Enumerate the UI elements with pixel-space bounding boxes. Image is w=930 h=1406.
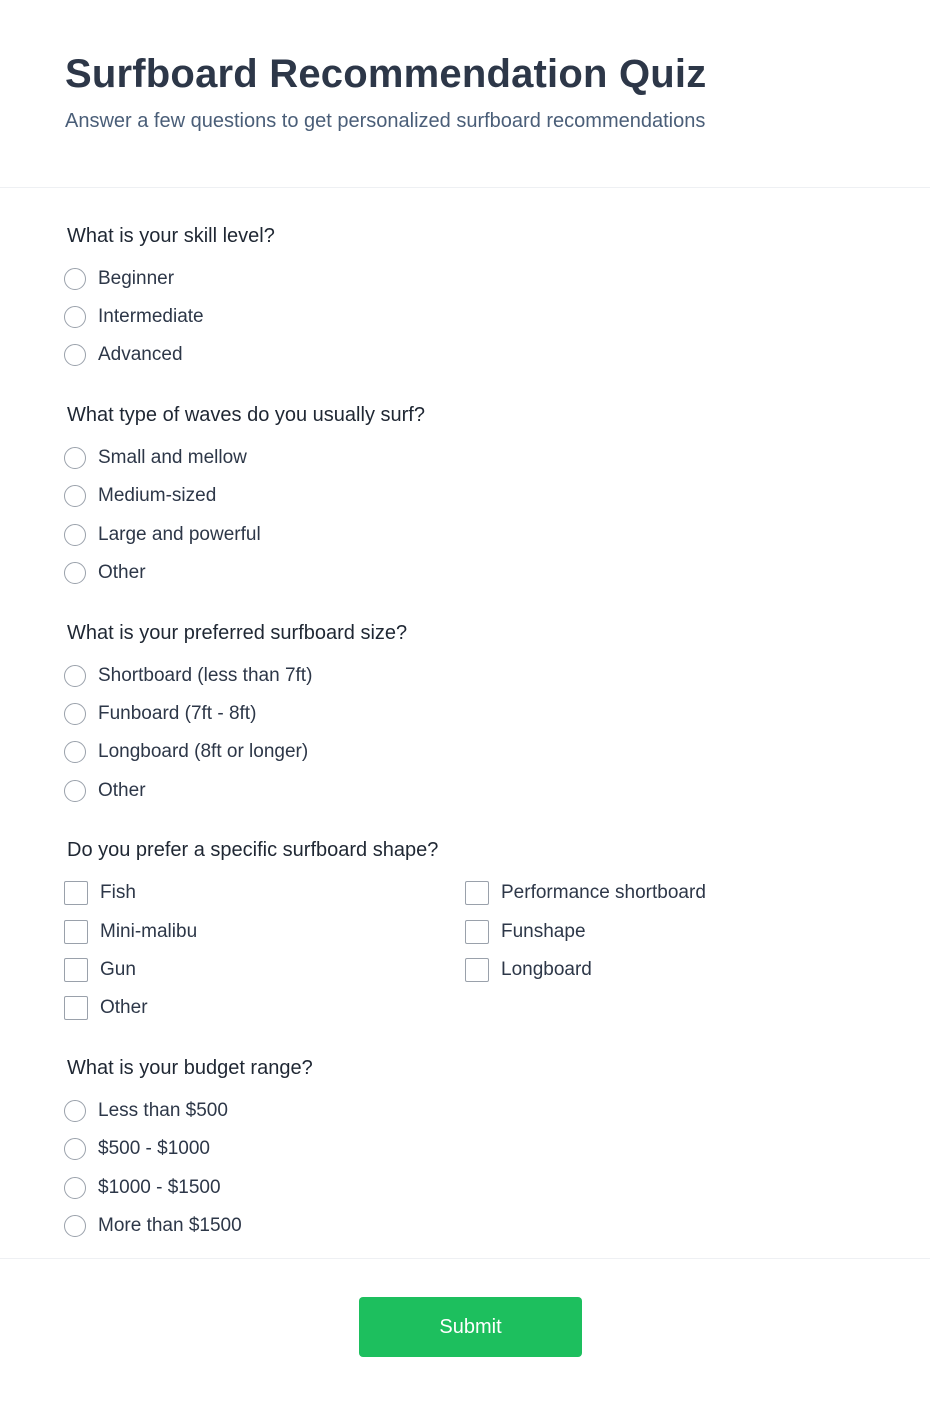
option-label: $500 - $1000 bbox=[98, 1138, 210, 1159]
option-shape-fish[interactable] bbox=[64, 880, 136, 906]
option-label: Beginner bbox=[98, 268, 175, 289]
checkbox[interactable] bbox=[64, 958, 88, 982]
radio-button[interactable] bbox=[64, 1100, 86, 1122]
option-label: Intermediate bbox=[98, 306, 204, 327]
radio-button[interactable] bbox=[64, 562, 86, 584]
option-label: Gun bbox=[100, 959, 136, 980]
quiz-header bbox=[0, 0, 930, 188]
option-shape-mini-malibu[interactable] bbox=[64, 919, 197, 945]
radio-button[interactable] bbox=[64, 524, 86, 546]
checkbox[interactable] bbox=[465, 958, 489, 982]
option-waves-small[interactable] bbox=[64, 445, 247, 471]
option-skill-intermediate[interactable] bbox=[64, 304, 204, 330]
option-size-longboard[interactable] bbox=[64, 739, 308, 765]
option-shape-funshape[interactable] bbox=[465, 919, 586, 945]
option-label: Shortboard (less than 7ft) bbox=[98, 665, 313, 686]
checkbox[interactable] bbox=[64, 881, 88, 905]
option-label: Medium-sized bbox=[98, 485, 217, 506]
option-size-funboard[interactable] bbox=[64, 701, 256, 727]
option-budget-500-1000[interactable] bbox=[64, 1136, 210, 1162]
radio-button[interactable] bbox=[64, 1215, 86, 1237]
page-subtitle: Answer a few questions to get personalized surfboard recommendations bbox=[65, 110, 706, 132]
option-label: Other bbox=[100, 997, 148, 1018]
option-budget-1000-1500[interactable] bbox=[64, 1175, 221, 1201]
radio-button[interactable] bbox=[64, 741, 86, 763]
option-waves-large[interactable] bbox=[64, 522, 261, 548]
option-waves-other[interactable] bbox=[64, 560, 146, 586]
checkbox[interactable] bbox=[64, 996, 88, 1020]
question-board-size: What is your preferred surfboard size? bbox=[67, 622, 408, 644]
question-wave-type: What type of waves do you usually surf? bbox=[67, 404, 425, 426]
option-label: Advanced bbox=[98, 344, 183, 365]
option-shape-other[interactable] bbox=[64, 995, 148, 1021]
option-label: Fish bbox=[100, 882, 136, 903]
radio-button[interactable] bbox=[64, 344, 86, 366]
radio-button[interactable] bbox=[64, 1138, 86, 1160]
radio-button[interactable] bbox=[64, 447, 86, 469]
submit-button[interactable]: Submit bbox=[359, 1297, 582, 1357]
option-label: Longboard bbox=[501, 959, 592, 980]
option-label: Longboard (8ft or longer) bbox=[98, 741, 309, 762]
radio-button[interactable] bbox=[64, 1177, 86, 1199]
option-skill-beginner[interactable] bbox=[64, 266, 174, 292]
checkbox[interactable] bbox=[64, 920, 88, 944]
option-label: Other bbox=[98, 562, 146, 583]
radio-button[interactable] bbox=[64, 780, 86, 802]
option-size-other[interactable] bbox=[64, 778, 146, 804]
option-skill-advanced[interactable] bbox=[64, 342, 183, 368]
option-budget-over-1500[interactable] bbox=[64, 1213, 242, 1239]
question-skill-level: What is your skill level? bbox=[67, 225, 275, 247]
option-shape-gun[interactable] bbox=[64, 957, 136, 983]
radio-button[interactable] bbox=[64, 306, 86, 328]
checkbox[interactable] bbox=[465, 881, 489, 905]
checkbox[interactable] bbox=[465, 920, 489, 944]
option-label: Performance shortboard bbox=[501, 882, 706, 903]
radio-button[interactable] bbox=[64, 703, 86, 725]
option-label: Large and powerful bbox=[98, 524, 261, 545]
option-size-shortboard[interactable] bbox=[64, 663, 312, 689]
radio-button[interactable] bbox=[64, 665, 86, 687]
radio-button[interactable] bbox=[64, 485, 86, 507]
option-label: Funboard (7ft - 8ft) bbox=[98, 703, 257, 724]
option-label: $1000 - $1500 bbox=[98, 1177, 221, 1198]
question-budget: What is your budget range? bbox=[67, 1057, 313, 1079]
option-label: Funshape bbox=[501, 921, 586, 942]
option-label: Less than $500 bbox=[98, 1100, 228, 1121]
option-shape-performance-shortboard[interactable] bbox=[465, 880, 706, 906]
option-shape-longboard[interactable] bbox=[465, 957, 592, 983]
option-label: Small and mellow bbox=[98, 447, 247, 468]
option-label: Mini-malibu bbox=[100, 921, 198, 942]
option-budget-under-500[interactable] bbox=[64, 1098, 228, 1124]
question-board-shape: Do you prefer a specific surfboard shape? bbox=[67, 839, 439, 861]
option-label: More than $1500 bbox=[98, 1215, 242, 1236]
page-title: Surfboard Recommendation Quiz bbox=[65, 52, 707, 96]
option-waves-medium[interactable] bbox=[64, 483, 216, 509]
radio-button[interactable] bbox=[64, 268, 86, 290]
option-label: Other bbox=[98, 780, 146, 801]
